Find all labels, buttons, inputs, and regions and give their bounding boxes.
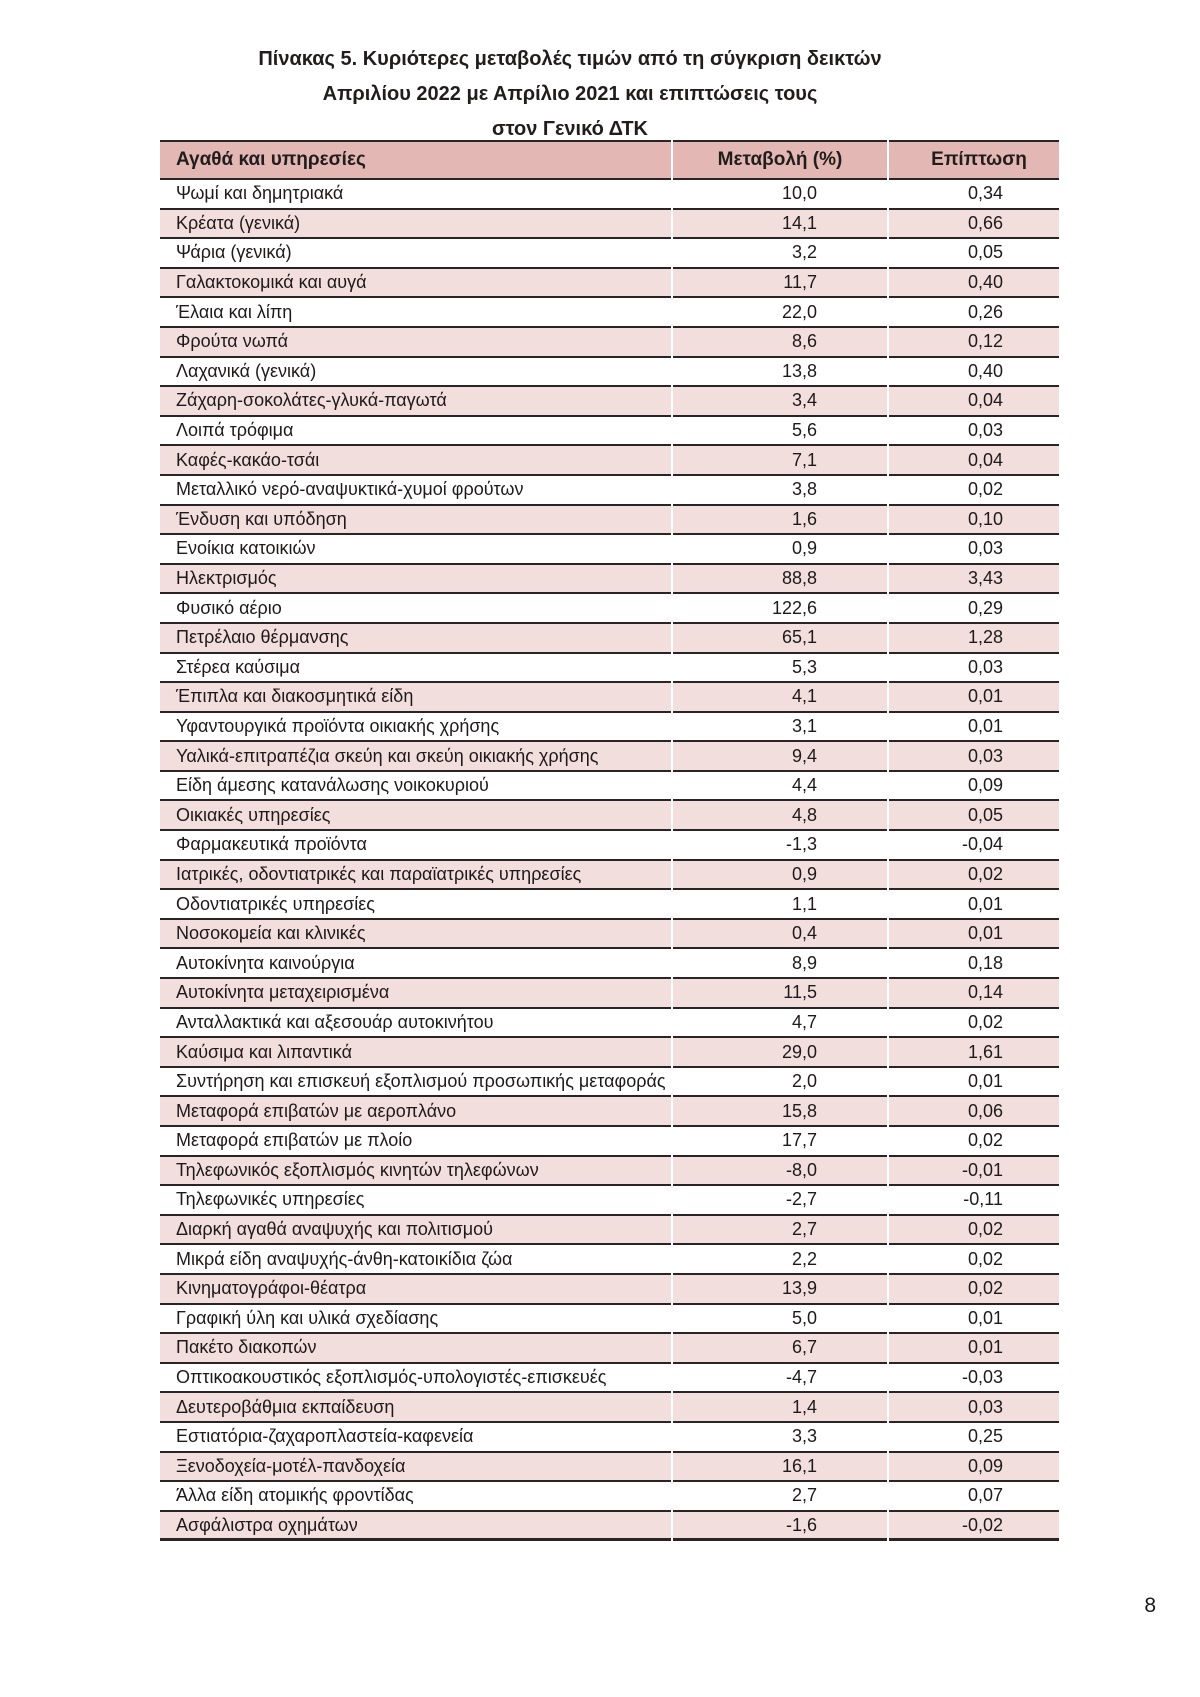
impact-value-cell: 0,02 xyxy=(889,476,1059,506)
change-value-cell: -4,7 xyxy=(673,1364,887,1394)
table-row xyxy=(160,1334,1059,1364)
change-value-cell: 13,9 xyxy=(673,1275,887,1305)
impact-value-cell: 0,03 xyxy=(889,742,1059,772)
change-value-cell: 15,8 xyxy=(673,1097,887,1127)
table-row xyxy=(160,801,1059,831)
change-value-cell: 16,1 xyxy=(673,1453,887,1483)
change-value-cell: 13,8 xyxy=(673,358,887,388)
table-row xyxy=(160,683,1059,713)
change-value-cell: 0,9 xyxy=(673,861,887,891)
table-title-line-3: στον Γενικό ΔΤΚ xyxy=(491,118,649,140)
table-title-line-2: Απριλίου 2022 με Απρίλιο 2021 και επιπτώσεις τους xyxy=(322,83,818,105)
item-label-cell: Φαρμακευτικά προϊόντα xyxy=(160,831,671,861)
impact-value-cell: 0,04 xyxy=(889,446,1059,476)
change-value-cell: 3,8 xyxy=(673,476,887,506)
table-row xyxy=(160,1097,1059,1127)
table-row xyxy=(160,890,1059,920)
table-row xyxy=(160,565,1059,595)
change-value-cell: 65,1 xyxy=(673,624,887,654)
impact-value-cell: 0,01 xyxy=(889,1305,1059,1335)
item-label-cell: Ζάχαρη-σοκολάτες-γλυκά-παγωτά xyxy=(160,387,671,417)
table-body xyxy=(160,180,1059,1541)
impact-value-cell: 0,02 xyxy=(889,1127,1059,1157)
table-row xyxy=(160,1245,1059,1275)
impact-value-cell: 0,09 xyxy=(889,772,1059,802)
item-label-cell: Καφές-κακάο-τσάι xyxy=(160,446,671,476)
change-value-cell: 4,1 xyxy=(673,683,887,713)
item-label-cell: Άλλα είδη ατομικής φροντίδας xyxy=(160,1482,671,1512)
change-value-cell: 6,7 xyxy=(673,1334,887,1364)
table-row xyxy=(160,979,1059,1009)
item-label-cell: Έπιπλα και διακοσμητικά είδη xyxy=(160,683,671,713)
column-header-change-percent: Μεταβολή (%) xyxy=(673,140,887,180)
change-value-cell: 14,1 xyxy=(673,210,887,240)
change-value-cell: 88,8 xyxy=(673,565,887,595)
table-row xyxy=(160,1068,1059,1098)
table-row xyxy=(160,1038,1059,1068)
item-label-cell: Ηλεκτρισμός xyxy=(160,565,671,595)
change-value-cell: 17,7 xyxy=(673,1127,887,1157)
impact-value-cell: 0,01 xyxy=(889,920,1059,950)
item-label-cell: Υαλικά-επιτραπέζια σκεύη και σκεύη οικιακής χρήσης xyxy=(160,742,671,772)
change-value-cell: 3,3 xyxy=(673,1423,887,1453)
impact-value-cell: 0,40 xyxy=(889,358,1059,388)
change-value-cell: 22,0 xyxy=(673,298,887,328)
change-value-cell: 29,0 xyxy=(673,1038,887,1068)
impact-value-cell: -0,11 xyxy=(889,1186,1059,1216)
impact-value-cell: 1,61 xyxy=(889,1038,1059,1068)
change-value-cell: 2,0 xyxy=(673,1068,887,1098)
item-label-cell: Μεταφορά επιβατών με πλοίο xyxy=(160,1127,671,1157)
item-label-cell: Πακέτο διακοπών xyxy=(160,1334,671,1364)
item-label-cell: Ασφάλιστρα οχημάτων xyxy=(160,1512,671,1542)
item-label-cell: Λαχανικά (γενικά) xyxy=(160,358,671,388)
change-value-cell: 2,2 xyxy=(673,1245,887,1275)
table-row xyxy=(160,920,1059,950)
impact-value-cell: 0,02 xyxy=(889,1009,1059,1039)
change-value-cell: 122,6 xyxy=(673,594,887,624)
table-header-row xyxy=(160,140,1059,180)
impact-value-cell: 0,05 xyxy=(889,801,1059,831)
item-label-cell: Φρούτα νωπά xyxy=(160,328,671,358)
item-label-cell: Κρέατα (γενικά) xyxy=(160,210,671,240)
impact-value-cell: 0,01 xyxy=(889,890,1059,920)
change-value-cell: 10,0 xyxy=(673,180,887,210)
impact-value-cell: 0,02 xyxy=(889,1245,1059,1275)
item-label-cell: Τηλεφωνικός εξοπλισμός κινητών τηλεφώνων xyxy=(160,1157,671,1187)
change-value-cell: 4,7 xyxy=(673,1009,887,1039)
change-value-cell: 5,3 xyxy=(673,654,887,684)
change-value-cell: 11,5 xyxy=(673,979,887,1009)
price-changes-table xyxy=(158,140,1061,1541)
change-value-cell: 0,4 xyxy=(673,920,887,950)
item-label-cell: Καύσιμα και λιπαντικά xyxy=(160,1038,671,1068)
table-title xyxy=(0,42,1140,147)
table-row xyxy=(160,1157,1059,1187)
change-value-cell: 3,1 xyxy=(673,713,887,743)
column-header-goods-services: Αγαθά και υπηρεσίες xyxy=(160,140,671,180)
impact-value-cell: 0,40 xyxy=(889,269,1059,299)
impact-value-cell: 0,06 xyxy=(889,1097,1059,1127)
item-label-cell: Ψωμί και δημητριακά xyxy=(160,180,671,210)
impact-value-cell: 0,14 xyxy=(889,979,1059,1009)
change-value-cell: 4,4 xyxy=(673,772,887,802)
change-value-cell: -1,3 xyxy=(673,831,887,861)
impact-value-cell: 0,02 xyxy=(889,861,1059,891)
item-label-cell: Εστιατόρια-ζαχαροπλαστεία-καφενεία xyxy=(160,1423,671,1453)
table-row xyxy=(160,1364,1059,1394)
impact-value-cell: 0,10 xyxy=(889,506,1059,536)
change-value-cell: 9,4 xyxy=(673,742,887,772)
page-number: 8 xyxy=(1144,1594,1156,1617)
item-label-cell: Νοσοκομεία και κλινικές xyxy=(160,920,671,950)
impact-value-cell: -0,01 xyxy=(889,1157,1059,1187)
column-header-impact: Επίπτωση xyxy=(889,140,1059,180)
change-value-cell: 8,6 xyxy=(673,328,887,358)
change-value-cell: 11,7 xyxy=(673,269,887,299)
change-value-cell: 7,1 xyxy=(673,446,887,476)
impact-value-cell: 0,02 xyxy=(889,1275,1059,1305)
table-row xyxy=(160,358,1059,388)
table-row xyxy=(160,1127,1059,1157)
table-row xyxy=(160,506,1059,536)
impact-value-cell: 0,25 xyxy=(889,1423,1059,1453)
change-value-cell: -1,6 xyxy=(673,1512,887,1542)
item-label-cell: Διαρκή αγαθά αναψυχής και πολιτισμού xyxy=(160,1216,671,1246)
impact-value-cell: 0,26 xyxy=(889,298,1059,328)
table-row xyxy=(160,476,1059,506)
item-label-cell: Πετρέλαιο θέρμανσης xyxy=(160,624,671,654)
table-title-line-1: Πίνακας 5. Κυριότερες μεταβολές τιμών από τη σύγκριση δεικτών xyxy=(258,48,882,70)
table-row xyxy=(160,1512,1059,1542)
table-row xyxy=(160,861,1059,891)
change-value-cell: -2,7 xyxy=(673,1186,887,1216)
item-label-cell: Ιατρικές, οδοντιατρικές και παραϊατρικές υπηρεσίες xyxy=(160,861,671,891)
change-value-cell: 1,4 xyxy=(673,1393,887,1423)
table-row xyxy=(160,1216,1059,1246)
change-value-cell: 2,7 xyxy=(673,1482,887,1512)
item-label-cell: Μεταφορά επιβατών με αεροπλάνο xyxy=(160,1097,671,1127)
item-label-cell: Ενοίκια κατοικιών xyxy=(160,535,671,565)
impact-value-cell: 0,07 xyxy=(889,1482,1059,1512)
table-row xyxy=(160,535,1059,565)
item-label-cell: Έλαια και λίπη xyxy=(160,298,671,328)
item-label-cell: Μικρά είδη αναψυχής-άνθη-κατοικίδια ζώα xyxy=(160,1245,671,1275)
table-row xyxy=(160,269,1059,299)
table-row xyxy=(160,949,1059,979)
change-value-cell: 3,2 xyxy=(673,239,887,269)
impact-value-cell: 0,66 xyxy=(889,210,1059,240)
table-row xyxy=(160,1393,1059,1423)
impact-value-cell: 0,34 xyxy=(889,180,1059,210)
impact-value-cell: 0,18 xyxy=(889,949,1059,979)
table-row xyxy=(160,210,1059,240)
change-value-cell: 1,6 xyxy=(673,506,887,536)
impact-value-cell: 0,01 xyxy=(889,1334,1059,1364)
table-row xyxy=(160,180,1059,210)
impact-value-cell: -0,03 xyxy=(889,1364,1059,1394)
table-header xyxy=(160,140,1059,180)
item-label-cell: Ανταλλακτικά και αξεσουάρ αυτοκινήτου xyxy=(160,1009,671,1039)
item-label-cell: Στέρεα καύσιμα xyxy=(160,654,671,684)
impact-value-cell: 0,05 xyxy=(889,239,1059,269)
change-value-cell: 8,9 xyxy=(673,949,887,979)
impact-value-cell: 0,03 xyxy=(889,417,1059,447)
impact-value-cell: 0,03 xyxy=(889,654,1059,684)
impact-value-cell: 0,03 xyxy=(889,1393,1059,1423)
item-label-cell: Ένδυση και υπόδηση xyxy=(160,506,671,536)
item-label-cell: Ψάρια (γενικά) xyxy=(160,239,671,269)
change-value-cell: -8,0 xyxy=(673,1157,887,1187)
impact-value-cell: 0,01 xyxy=(889,683,1059,713)
item-label-cell: Είδη άμεσης κατανάλωσης νοικοκυριού xyxy=(160,772,671,802)
table-row xyxy=(160,1423,1059,1453)
impact-value-cell: 0,04 xyxy=(889,387,1059,417)
table-row xyxy=(160,742,1059,772)
item-label-cell: Ξενοδοχεία-μοτέλ-πανδοχεία xyxy=(160,1453,671,1483)
item-label-cell: Γαλακτοκομικά και αυγά xyxy=(160,269,671,299)
item-label-cell: Υφαντουργικά προϊόντα οικιακής χρήσης xyxy=(160,713,671,743)
item-label-cell: Λοιπά τρόφιμα xyxy=(160,417,671,447)
table-row xyxy=(160,1482,1059,1512)
table-row xyxy=(160,1453,1059,1483)
item-label-cell: Γραφική ύλη και υλικά σχεδίασης xyxy=(160,1305,671,1335)
table-row xyxy=(160,831,1059,861)
impact-value-cell: 0,09 xyxy=(889,1453,1059,1483)
change-value-cell: 0,9 xyxy=(673,535,887,565)
table-row xyxy=(160,624,1059,654)
table-row xyxy=(160,298,1059,328)
table-row xyxy=(160,1186,1059,1216)
impact-value-cell: -0,04 xyxy=(889,831,1059,861)
impact-value-cell: 0,01 xyxy=(889,1068,1059,1098)
item-label-cell: Συντήρηση και επισκευή εξοπλισμού προσωπικής μεταφοράς xyxy=(160,1068,671,1098)
change-value-cell: 5,0 xyxy=(673,1305,887,1335)
change-value-cell: 4,8 xyxy=(673,801,887,831)
item-label-cell: Οπτικοακουστικός εξοπλισμός-υπολογιστές-επισκευές xyxy=(160,1364,671,1394)
table-row xyxy=(160,713,1059,743)
change-value-cell: 5,6 xyxy=(673,417,887,447)
change-value-cell: 2,7 xyxy=(673,1216,887,1246)
impact-value-cell: -0,02 xyxy=(889,1512,1059,1542)
table-row xyxy=(160,1009,1059,1039)
impact-value-cell: 0,03 xyxy=(889,535,1059,565)
change-value-cell: 1,1 xyxy=(673,890,887,920)
impact-value-cell: 0,01 xyxy=(889,713,1059,743)
table-row xyxy=(160,1305,1059,1335)
item-label-cell: Δευτεροβάθμια εκπαίδευση xyxy=(160,1393,671,1423)
item-label-cell: Αυτοκίνητα μεταχειρισμένα xyxy=(160,979,671,1009)
table-row xyxy=(160,328,1059,358)
table-row xyxy=(160,239,1059,269)
impact-value-cell: 1,28 xyxy=(889,624,1059,654)
impact-value-cell: 0,12 xyxy=(889,328,1059,358)
table-row xyxy=(160,1275,1059,1305)
item-label-cell: Κινηματογράφοι-θέατρα xyxy=(160,1275,671,1305)
impact-value-cell: 3,43 xyxy=(889,565,1059,595)
change-value-cell: 3,4 xyxy=(673,387,887,417)
item-label-cell: Αυτοκίνητα καινούργια xyxy=(160,949,671,979)
table-row xyxy=(160,594,1059,624)
table-row xyxy=(160,446,1059,476)
item-label-cell: Μεταλλικό νερό-αναψυκτικά-χυμοί φρούτων xyxy=(160,476,671,506)
item-label-cell: Φυσικό αέριο xyxy=(160,594,671,624)
item-label-cell: Οικιακές υπηρεσίες xyxy=(160,801,671,831)
table-row xyxy=(160,654,1059,684)
item-label-cell: Τηλεφωνικές υπηρεσίες xyxy=(160,1186,671,1216)
impact-value-cell: 0,02 xyxy=(889,1216,1059,1246)
table-row xyxy=(160,772,1059,802)
impact-value-cell: 0,29 xyxy=(889,594,1059,624)
item-label-cell: Οδοντιατρικές υπηρεσίες xyxy=(160,890,671,920)
table-row xyxy=(160,417,1059,447)
table-row xyxy=(160,387,1059,417)
